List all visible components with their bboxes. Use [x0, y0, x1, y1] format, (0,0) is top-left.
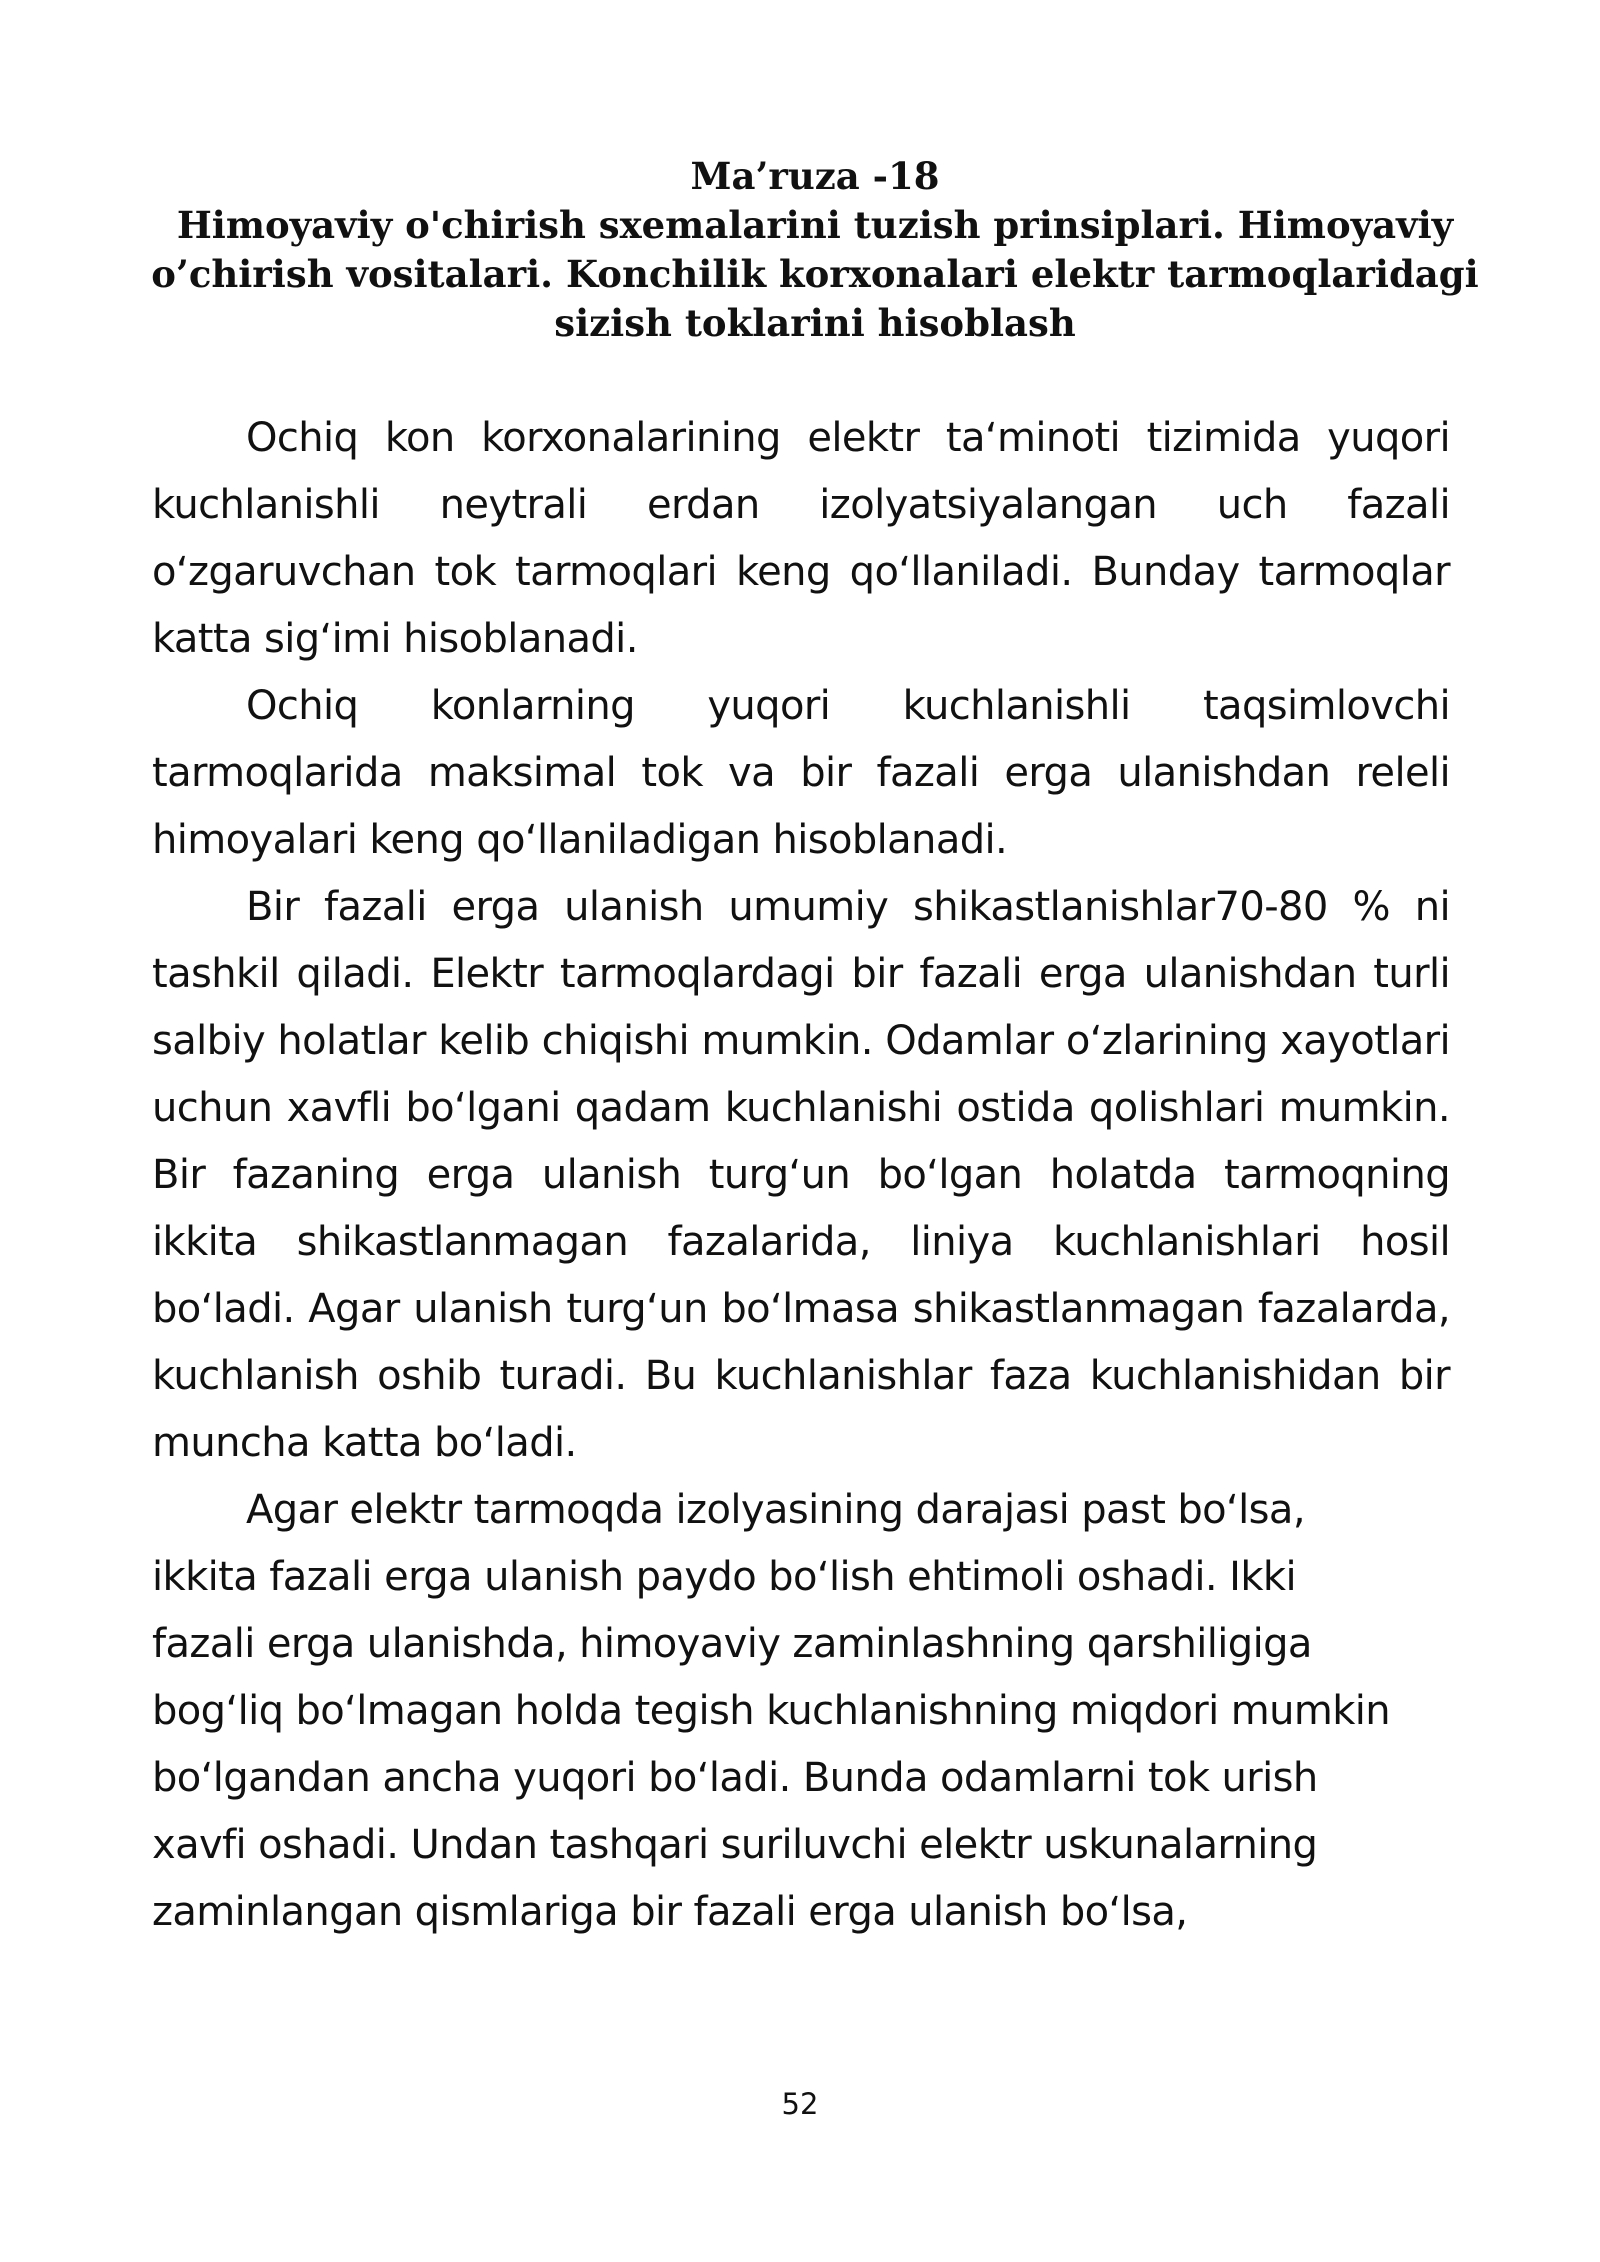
- body-text: [152, 405, 1450, 1946]
- lecture-label: Ma’ruza -18: [690, 154, 940, 198]
- paragraph-3: Bir fazali erga ulanish umumiy shikastlanishlar70-80 % ni tashkil qiladi. Elektr tarmoqlardagi bir fazali erga ulanishdan turli salbiy holatlar kelib chiqishi mumkin. Odamlar oʻzlarining xayotlari uchun xavfli boʻlgani qadam kuchlanishi ostida qolishlari mumkin. Bir fazaning erga ulanish turgʻun boʻlgan holatda tarmoqning ikkita shikastlanmagan fazalarida, liniya kuchlanishlari hosil boʻladi. Agar ulanish turgʻun boʻlmasa shikastlanmagan fazalarda, kuchlanish oshib turadi. Bu kuchlanishlar faza kuchlanishidan bir muncha katta boʻladi.: [152, 884, 1450, 1466]
- paragraph-2: Ochiq konlarning yuqori kuchlanishli taqsimlovchi tarmoqlarida maksimal tok va bir fazali erga ulanishdan releli himoyalari keng qoʻllaniladigan hisoblanadi.: [152, 683, 1450, 863]
- page-number: 52: [781, 2087, 819, 2121]
- lecture-title: Himoyaviy o'chirish sxemalarini tuzish prinsiplari. Himoyaviy o’chirish vositalari. Konchilik korxonalari elektr tarmoqlaridagi sizish toklarini hisoblash: [151, 203, 1479, 345]
- paragraph-1: Ochiq kon korxonalarining elektr taʻminoti tizimida yuqori kuchlanishli neytrali erdan izolyatsiyalangan uch fazali oʻzgaruvchan tok tarmoqlari keng qoʻllaniladi. Bunday tarmoqlar katta sigʻimi hisoblanadi.: [152, 415, 1450, 662]
- lecture-heading: [150, 152, 1480, 348]
- paragraph-4: Agar elektr tarmoqda izolyasining darajasi past boʻlsa, ikkita fazali erga ulanish paydo boʻlish ehtimoli oshadi. Ikki fazali erga ulanishda, himoyaviy zaminlashning qarshiligiga bogʻliq boʻlmagan holda tegish kuchlanishning miqdori mumkin boʻlgandan ancha yuqori boʻladi. Bunda odamlarni tok urish xavfi oshadi. Undan tashqari suriluvchi elektr uskunalarning zaminlangan qismlariga bir fazali erga ulanish boʻlsa,: [152, 1487, 1391, 1935]
